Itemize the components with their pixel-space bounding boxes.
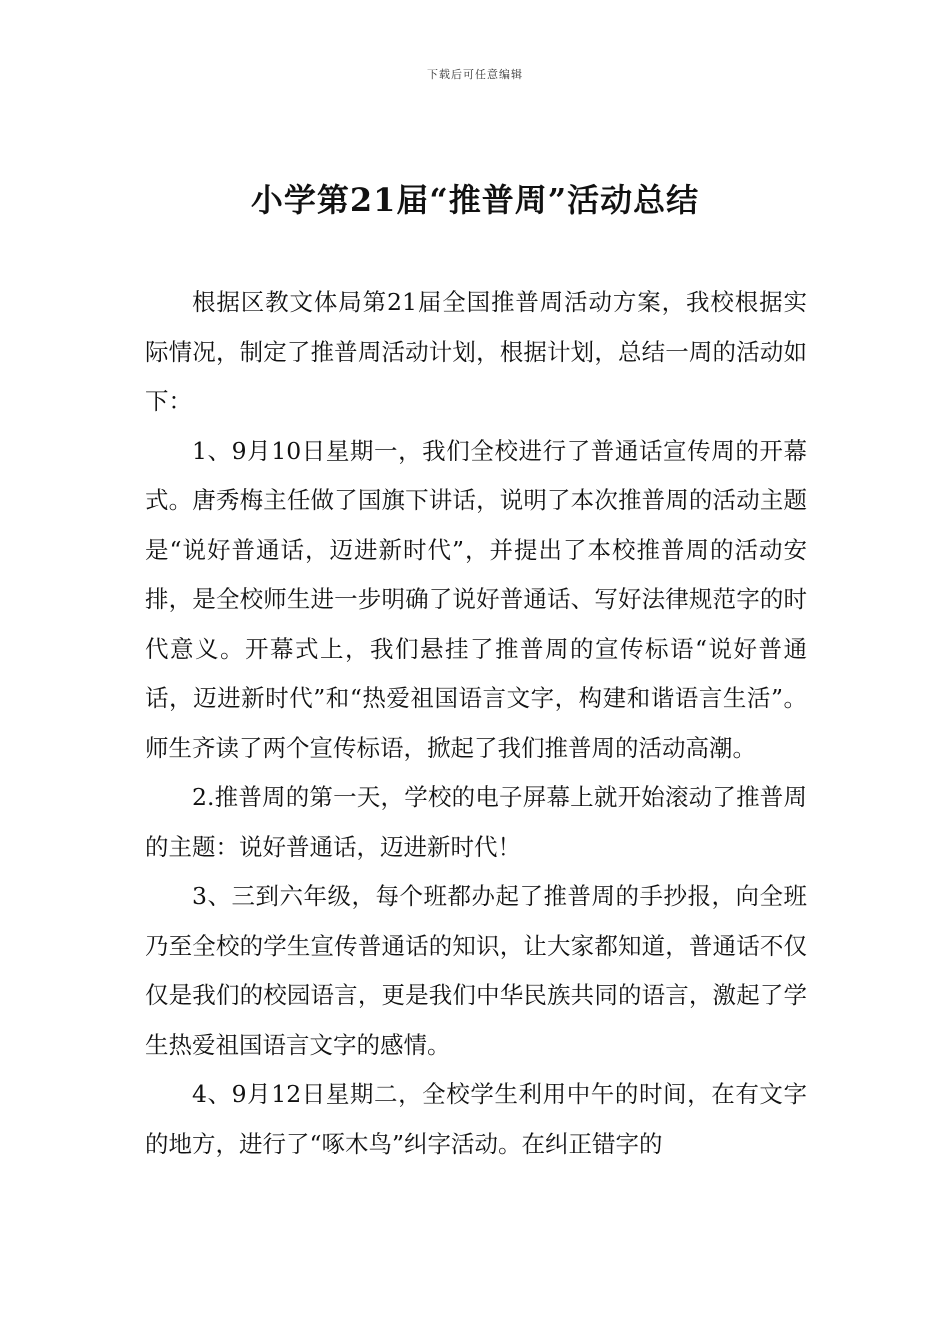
paragraph-intro: 根据区教文体局第21届全国推普周活动方案，我校根据实际情况，制定了推普周活动计划，根据计划，总结一周的活动如下： [145,288,807,415]
document-body [145,278,807,1169]
document-title: 小学第21届“推普周”活动总结 [250,181,700,219]
paragraph-item-2: 2.推普周的第一天，学校的电子屏幕上就开始滚动了推普周的主题：说好普通话，迈进新时代！ [145,783,807,861]
page-header-note: 下载后可任意编辑 [427,68,523,81]
paragraph-item-1: 1、9月10日星期一，我们全校进行了普通话宣传周的开幕式。唐秀梅主任做了国旗下讲话，说明了本次推普周的活动主题是“说好普通话，迈进新时代”，并提出了本校推普周的活动安排，是全校师生进一步明确了说好普通话、写好法律规范字的时代意义。开幕式上，我们悬挂了推普周的宣传标语“说好普通话，迈进新时代”和“热爱祖国语言文字，构建和谐语言生活”。师生齐读了两个宣传标语，掀起了我们推普周的活动高潮。 [145,436,807,762]
paragraph-item-4: 4、9月12日星期二，全校学生利用中午的时间，在有文字的地方，进行了“啄木鸟”纠字活动。在纠正错字的 [145,1080,807,1158]
paragraph-item-3: 3、三到六年级，每个班都办起了推普周的手抄报，向全班乃至全校的学生宣传普通话的知识，让大家都知道，普通话不仅仅是我们的校园语言，更是我们中华民族共同的语言，激起了学生热爱祖国语言文字的感情。 [145,882,807,1059]
